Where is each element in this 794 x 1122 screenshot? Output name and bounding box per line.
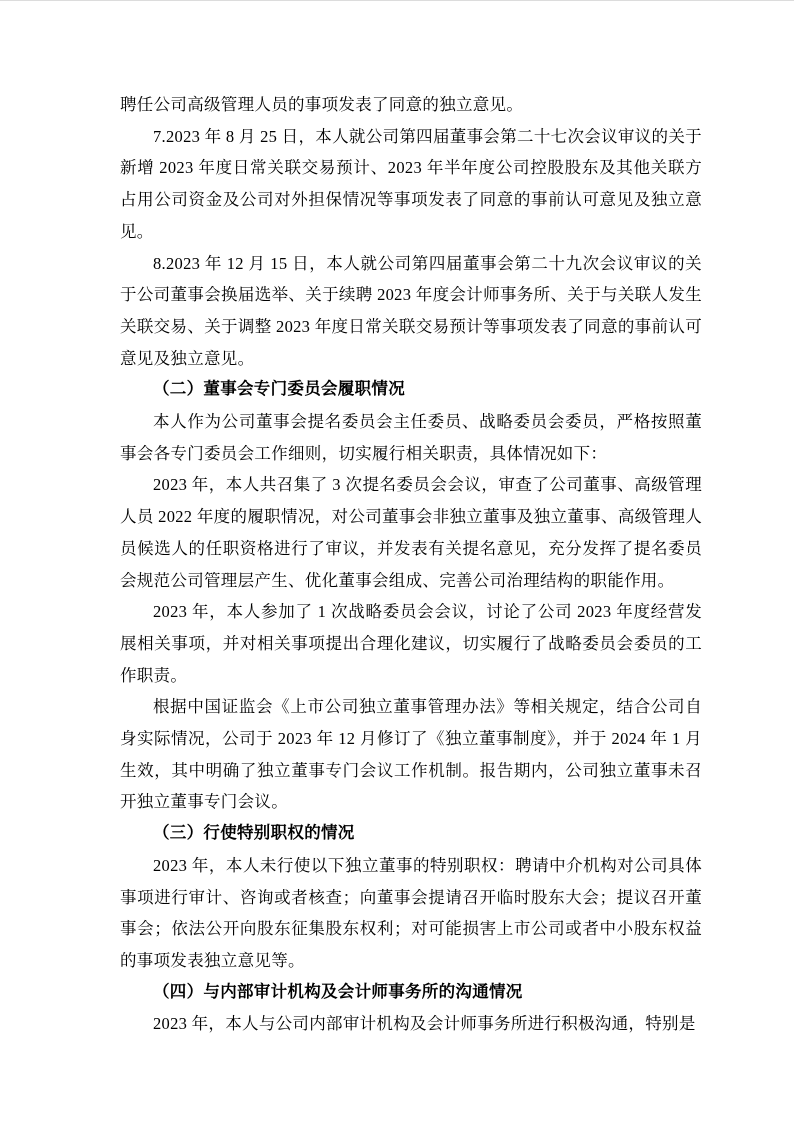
paragraph-strategy-committee: 2023 年，本人参加了 1 次战略委员会会议，讨论了公司 2023 年度经营发展相关事项，并对相关事项提出合理化建议，切实履行了战略委员会委员的工作职责。	[120, 602, 702, 685]
paragraph-committee-roles: 本人作为公司董事会提名委员会主任委员、战略委员会委员，严格按照董事会各专门委员会工作细则，切实履行相关职责，具体情况如下：	[120, 412, 702, 463]
paragraph-audit-communication: 2023 年，本人与公司内部审计机构及会计师事务所进行积极沟通，特别是	[153, 1014, 696, 1034]
paragraph-nomination-committee: 2023 年，本人共召集了 3 次提名委员会会议，审查了公司董事、高级管理人员 2022 年度的履职情况，对公司董事会非独立董事及独立董事、高级管理人员候选人的任职资格进行了审议，并发表有关提名意见，充分发挥了提名委员会规范公司管理层产生、优化董事会组成、完善公司治理结构的职能作用。	[120, 475, 702, 590]
section-heading-3: （三）行使特别职权的情况	[153, 824, 355, 843]
paragraph-independent-director-system: 根据中国证监会《上市公司独立董事管理办法》等相关规定，结合公司自身实际情况，公司于 2023 年 12 月修订了《独立董事制度》，并于 2024 年 1 月生效，其中明确了独立董事专门会议工作机制。报告期内，公司独立董事未召开独立董事专门会议。	[120, 697, 702, 812]
section-heading-2: （二）董事会专门委员会履职情况	[153, 380, 405, 399]
section-heading-4: （四）与内部审计机构及会计师事务所的沟通情况	[153, 982, 523, 1001]
paragraph-item-8: 8.2023 年 12 月 15 日，本人就公司第四届董事会第二十九次会议审议的关于公司董事会换届选举、关于续聘 2023 年度会计师事务所、关于与关联人发生关联交易、关于调整 2023 年度日常关联交易预计等事项发表了同意的事前认可意见及独立意见。	[120, 253, 702, 368]
paragraph-special-powers: 2023 年，本人未行使以下独立董事的特别职权：聘请中介机构对公司具体事项进行审计、咨询或者核查；向董事会提请召开临时股东大会；提议召开董事会；依法公开向股东征集股东权利；对可能损害上市公司或者中小股东权益的事项发表独立意见等。	[120, 855, 702, 970]
document-content	[120, 89, 702, 1040]
paragraph-continuation: 聘任公司高级管理人员的事项发表了同意的独立意见。	[120, 95, 524, 114]
paragraph-item-7: 7.2023 年 8 月 25 日，本人就公司第四届董事会第二十七次会议审议的关于新增 2023 年度日常关联交易预计、2023 年半年度公司控股股东及其他关联方占用公司资金及公司对外担保情况等事项发表了同意的事前认可意见及独立意见。	[120, 126, 702, 241]
